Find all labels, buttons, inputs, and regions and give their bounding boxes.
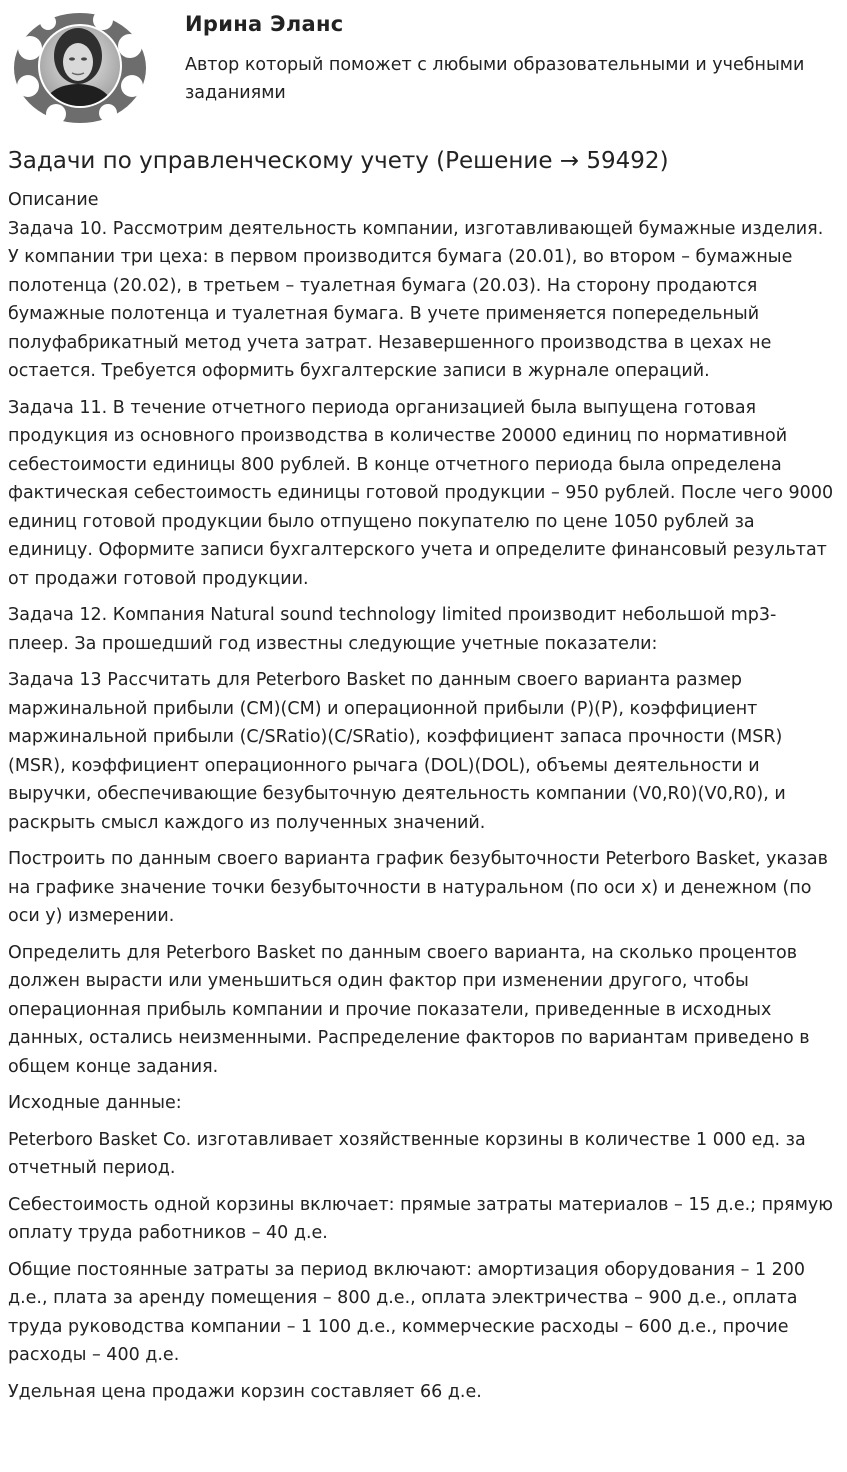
paragraph-source-data-label: Исходные данные: xyxy=(8,1093,182,1113)
paragraph-unit-price: Удельная цена продажи корзин составляет 66 д.е. xyxy=(8,1381,482,1402)
paragraph-factor-instruction: Определить для Peterboro Basket по данным своего варианта, на сколько процентов должен вырасти или уменьшиться один фактор при изменении другого, чтобы операционная прибыль компании и прочие показатели, приведенные в исходных данных, остались неизменными. Распределение факторов по вариантам приведено в общем конце задания. xyxy=(8,942,810,1077)
paragraph-task-11: Задача 11. В течение отчетного периода организацией была выпущена готовая продукция из основного производства в количестве 20000 единиц по нормативной себестоимости единицы 800 рублей. В конце отчетного периода была определена фактическая себестоимость единицы готовой продукции – 950 рублей. После чего 9000 единиц готовой продукции было отпущено покупателю по цене 1050 рублей за единицу. Оформите записи бухгалтерского учета и определите финансовый результат от продажи готовой продукции. xyxy=(8,397,834,589)
paragraph-fixed-costs: Общие постоянные затраты за период включают: амортизация оборудования – 1 200 д.е., плата за аренду помещения – 800 д.е., оплата электричества – 900 д.е., оплата труда руководства компании – 1 100 д.е., коммерческие расходы – 600 д.е., прочие расходы – 400 д.е. xyxy=(8,1259,806,1365)
paragraph-production-volume: Peterboro Basket Co. изготавливает хозяйственные корзины в количестве 1 000 ед. за отчетный период. xyxy=(8,1129,806,1178)
description-section xyxy=(8,186,836,1414)
description-label: Описание xyxy=(8,190,99,210)
author-header xyxy=(0,0,847,130)
paragraph-unit-cost: Себестоимость одной корзины включает: прямые затраты материалов – 15 д.е.; прямую оплату труда работников – 40 д.е. xyxy=(8,1194,833,1243)
page-title: Задачи по управленческому учету (Решение → 59492) xyxy=(8,148,669,174)
author-name[interactable]: Ирина Эланс xyxy=(185,12,344,36)
paragraph-task-10: Задача 10. Рассмотрим деятельность компании, изготавливающей бумажные изделия. У компании три цеха: в первом производится бумага (20.01), во втором – бумажные полотенца (20.02), в третьем – туалетная бумага (20.03). На сторону продаются бумажные полотенца и туалетная бумага. В учете применяется попередельный полуфабрикатный метод учета затрат. Незавершенного производства в цехах не остается. Требуется оформить бухгалтерские записи в журнале операций. xyxy=(8,218,824,381)
paragraph-chart-instruction: Построить по данным своего варианта график безубыточности Peterboro Basket, указав на графике значение точки безубыточности в натуральном (по оси x) и денежном (по оси y) измерении. xyxy=(8,849,828,926)
paragraph-task-13: Задача 13 Рассчитать для Peterboro Basket по данным своего варианта размер маржинальной прибыли (CM)(CM) и операционной прибыли (P)(P), коэффициент маржинальной прибыли (C/SRatio)(C/SRatio), коэффициент запаса прочности (MSR)(MSR), коэффициент операционного рычага (DOL)(DOL), объемы деятельности и выручки, обеспечивающие безубыточную деятельность компании (V0,R0)(V0,R0), и раскрыть смысл каждого из полученных значений. xyxy=(8,670,786,833)
author-avatar[interactable] xyxy=(8,8,150,126)
author-description: Автор который поможет с любыми образовательными и учебными заданиями xyxy=(185,55,805,103)
paragraph-task-12: Задача 12. Компания Natural sound technology limited производит небольшой mp3-плеер. За прошедший год известны следующие учетные показатели: xyxy=(8,605,777,654)
